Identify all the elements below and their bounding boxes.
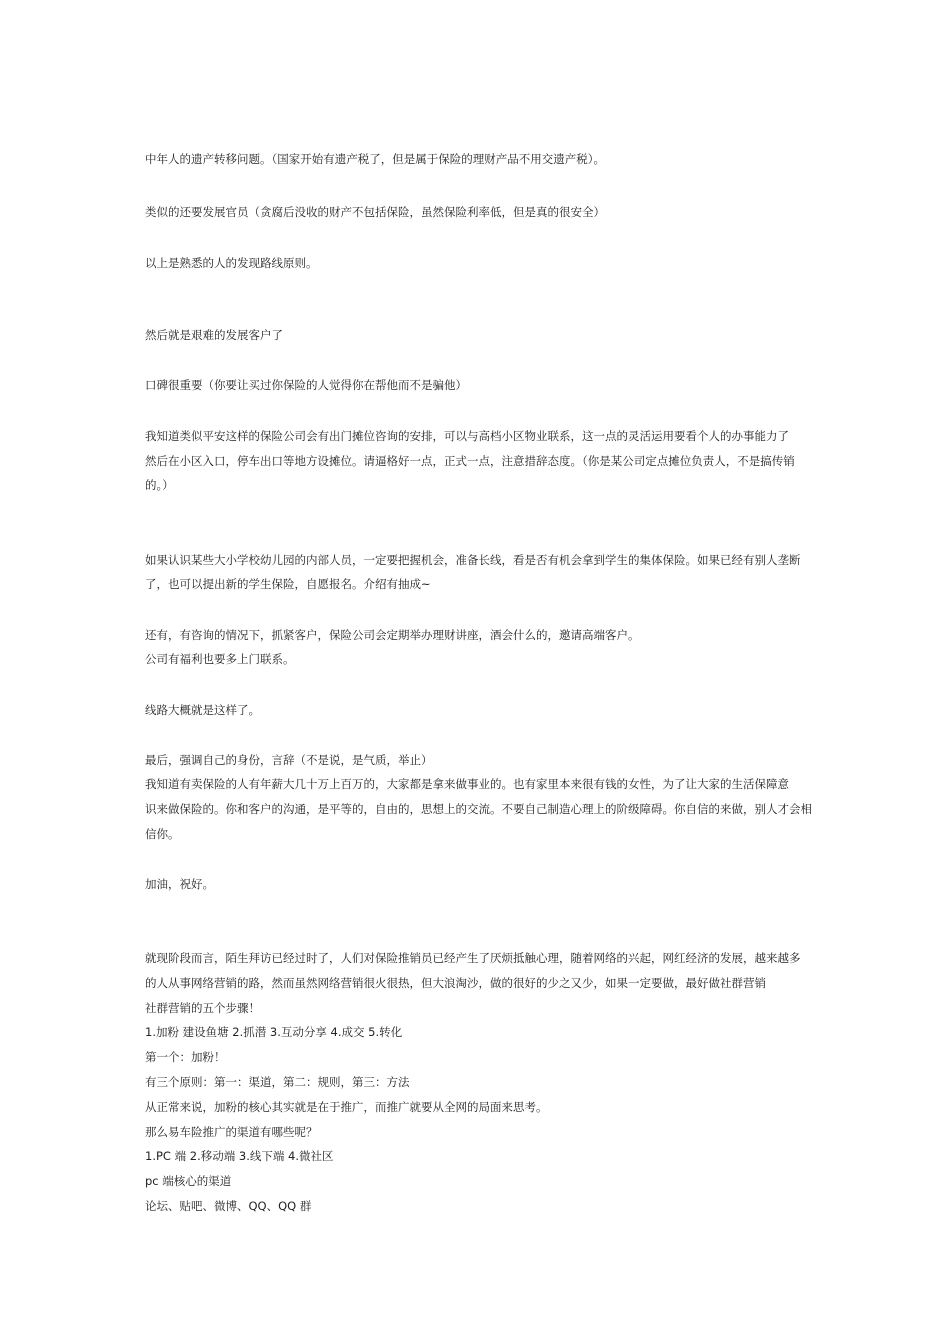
text-line: 以上是熟悉的人的发现路线原则。 [145,256,318,270]
text-line: 公司有福利也要多上门联系。 [145,652,295,666]
text-line: 社群营销的五个步骤！ [145,1001,260,1015]
text-line: 那么易车险推广的渠道有哪些呢？ [145,1125,318,1139]
text-line: 然后在小区入口，停车出口等地方设摊位。请逼格好一点，正式一点，注意措辞态度。（你是某公司定点摊位负责人，不是搞传销 [145,454,795,468]
text-line: 有三个原则：第一：渠道，第二：规则，第三：方法 [145,1075,410,1089]
text-line: 类似的还要发展官员（贪腐后没收的财产不包括保险，虽然保险利率低，但是真的很安全） [145,205,605,219]
text-line: 就现阶段而言，陌生拜访已经过时了，人们对保险推销员已经产生了厌烦抵触心理，随着网络的兴起，网红经济的发展，越来越多 [145,951,801,965]
text-line: 的。） [145,478,174,492]
text-line: 从正常来说，加粉的核心其实就是在于推广，而推广就要从全网的局面来思考。 [145,1100,548,1114]
text-line: 然后就是艰难的发展客户了 [145,328,283,342]
text-line: 还有，有咨询的情况下，抓紧客户，保险公司会定期举办理财讲座，酒会什么的，邀请高端客户。 [145,628,640,642]
text-line: 如果认识某些大小学校幼儿园的内部人员，一定要把握机会，准备长线，看是否有机会拿到学生的集体保险。如果已经有别人垄断 [145,553,801,567]
text-line: 了，也可以提出新的学生保险，自愿报名。介绍有抽成~ [145,577,431,591]
text-line: 信你。 [145,827,180,841]
text-line: 的人从事网络营销的路，然而虽然网络营销很火很热，但大浪淘沙，做的很好的少之又少，如果一定要做，最好做社群营销 [145,976,766,990]
text-line: 1.PC 端 2.移动端 3.线下端 4.微社区 [145,1149,334,1163]
text-line: 最后，强调自己的身份，言辞（不是说，是气质，举止） [145,753,433,767]
text-line: pc 端核心的渠道 [145,1174,232,1188]
text-line: 第一个：加粉！ [145,1050,226,1064]
text-line: 论坛、贴吧、微博、QQ、QQ 群 [145,1199,312,1213]
text-line: 我知道类似平安这样的保险公司会有出门摊位咨询的安排，可以与高档小区物业联系，这一点的灵活运用要看个人的办事能力了 [145,429,789,443]
text-line: 线路大概就是这样了。 [145,703,260,717]
text-line: 我知道有卖保险的人有年薪大几十万上百万的，大家都是拿来做事业的。也有家里本来很有钱的女性，为了让大家的生活保障意 [145,777,789,791]
text-line: 加油，祝好。 [145,877,214,891]
text-line: 中年人的遗产转移问题。（国家开始有遗产税了，但是属于保险的理财产品不用交遗产税）。 [145,152,605,166]
text-line: 1.加粉 建设鱼塘 2.抓潜 3.互动分享 4.成交 5.转化 [145,1025,403,1039]
text-line: 识来做保险的。你和客户的沟通，是平等的，自由的，思想上的交流。不要自己制造心理上的阶级障碍。你自信的来做，别人才会相 [145,802,812,816]
text-line: 口碑很重要（你要让买过你保险的人觉得你在帮他而不是骗他） [145,378,467,392]
